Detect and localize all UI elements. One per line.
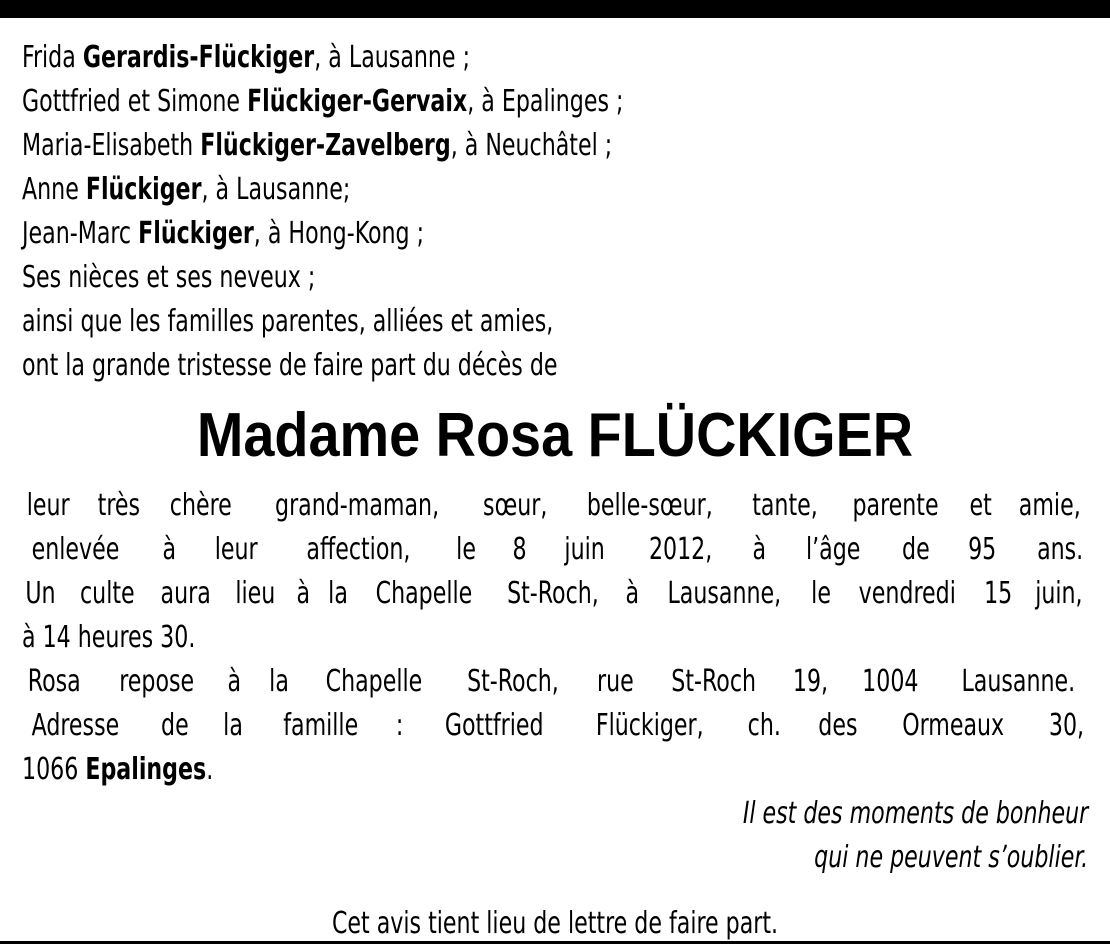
mourner-surname: Gerardis-Flückiger (82, 40, 315, 75)
body-line (22, 528, 1088, 572)
word: St-Roch, (507, 576, 600, 611)
mourner-first-names: Maria-Elisabeth (22, 128, 201, 163)
mourner-surname: Flückiger-Zavelberg (200, 128, 451, 163)
word: : (396, 708, 404, 743)
word: 30, (1048, 708, 1085, 743)
mourner-location: , à Hong-Kong ; (253, 216, 425, 251)
word: belle-sœur, (586, 488, 713, 523)
deceased-name: Madame Rosa FLÜCKIGER (196, 401, 914, 470)
mourner-location: , à Epalinges ; (467, 84, 624, 119)
quote-line-2: qui ne peuvent s’oublier. (813, 840, 1088, 875)
word: St-Roch (671, 664, 756, 699)
word: Lausanne. (961, 664, 1076, 699)
word: chère (169, 488, 232, 523)
word: juin, (1035, 576, 1083, 611)
word: St-Roch, (467, 664, 559, 699)
word: Chapelle (325, 664, 423, 699)
death-notice (22, 36, 1088, 946)
word: très (97, 488, 140, 523)
mourner-line (22, 124, 1088, 168)
word: l’âge (806, 532, 861, 567)
body-line (22, 572, 1088, 616)
mourner-line (22, 80, 1088, 124)
word: ans. (1036, 532, 1083, 567)
mourner-location: , à Neuchâtel ; (450, 128, 613, 163)
closing-line: Cet avis tient lieu de lettre de faire part. (331, 906, 779, 941)
address-city: Epalinges (85, 752, 207, 787)
family-address-city-line (22, 748, 1088, 792)
word: juin (564, 532, 605, 567)
word: vendredi (858, 576, 956, 611)
word: 8 (512, 532, 527, 567)
mourner-surname: Flückiger (138, 216, 254, 251)
word: la (328, 576, 348, 611)
mourner-location: , à Lausanne; (201, 172, 351, 207)
word: amie, (1019, 488, 1082, 523)
relatives-line: Ses nièces et ses neveux ; (22, 260, 316, 295)
word: lieu (235, 576, 276, 611)
family-address-line (22, 704, 1088, 748)
word: et (969, 488, 992, 523)
mourner-list (22, 36, 1088, 256)
word: de (901, 532, 930, 567)
word: à (227, 664, 242, 699)
mourner-first-names: Anne (22, 172, 86, 207)
address-end: . (206, 752, 214, 787)
address-postcode: 1066 (22, 752, 86, 787)
body-line (22, 484, 1088, 528)
quote-line-1: Il est des moments de bonheur (742, 796, 1088, 831)
word: rue (597, 664, 634, 699)
bottom-rule (0, 941, 1110, 944)
word: Ormeaux (902, 708, 1005, 743)
announcement-line: ont la grande tristesse de faire part du décès de (22, 348, 558, 383)
word: affection, (306, 532, 411, 567)
word: Flückiger, (595, 708, 704, 743)
top-rule (0, 0, 1110, 18)
word: culte (79, 576, 135, 611)
word: 1004 (862, 664, 919, 699)
families-line: ainsi que les familles parentes, alliées et amies, (22, 304, 554, 339)
word: le (810, 576, 831, 611)
word: la (268, 664, 289, 699)
word: à (162, 532, 177, 567)
word: à (296, 576, 310, 611)
word: 95 (968, 532, 997, 567)
word: enlevée (31, 532, 120, 567)
word: famille (282, 708, 358, 743)
word: de (161, 708, 189, 743)
word: leur (214, 532, 258, 567)
word: Lausanne, (667, 576, 782, 611)
word: repose (118, 664, 194, 699)
word: des (818, 708, 858, 743)
mourner-first-names: Frida (22, 40, 83, 75)
word: Un (25, 576, 56, 611)
word: Rosa (27, 664, 81, 699)
word: le (456, 532, 477, 567)
word: la (223, 708, 244, 743)
word: grand-maman, (275, 488, 440, 523)
word: leur (26, 488, 70, 523)
mourner-first-names: Jean-Marc (22, 216, 139, 251)
word: parente (852, 488, 939, 523)
word: 15 (984, 576, 1013, 611)
repose-line (22, 660, 1088, 704)
word: à (752, 532, 767, 567)
word: à (625, 576, 640, 611)
service-time-line: à 14 heures 30. (22, 620, 196, 655)
word: Gottfried (444, 708, 544, 743)
mourner-first-names: Gottfried et Simone (22, 84, 248, 119)
word: ch. (748, 708, 782, 743)
mourner-line (22, 36, 1088, 80)
word: 19, (793, 664, 829, 699)
mourner-location: , à Lausanne ; (314, 40, 471, 75)
word: tante, (751, 488, 818, 523)
mourner-surname: Flückiger-Gervaix (247, 84, 468, 119)
mourner-line (22, 168, 1088, 212)
word: Chapelle (375, 576, 472, 611)
word: aura (160, 576, 211, 611)
mourner-surname: Flückiger (85, 172, 202, 207)
mourner-line (22, 212, 1088, 256)
word: 2012, (648, 532, 712, 567)
word: Adresse (31, 708, 120, 743)
notice-body (22, 484, 1088, 792)
word: sœur, (482, 488, 548, 523)
